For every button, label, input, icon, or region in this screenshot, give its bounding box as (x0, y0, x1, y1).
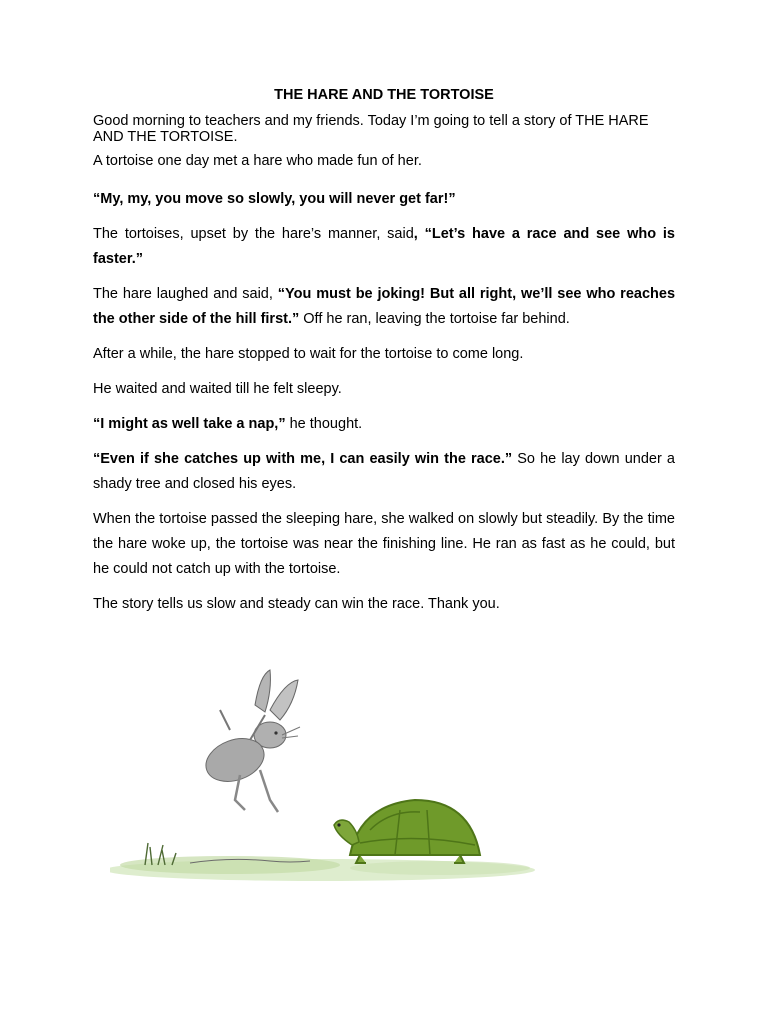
hare-reply-quote: “You must be joking! But all right, we’ll see who reaches the other side of the hill first.” (93, 286, 676, 327)
win-quote: “Even if she catches up with me, I can easily win the race.” (93, 451, 513, 467)
paragraph-9: When the tortoise passed the sleeping hare, she walked on slowly but steadily. By the time the hare woke up, the tortoise was near the finishing line. He ran as fast as he could, but he could not catch up with the tortoise. (93, 511, 675, 577)
nap-quote: “I might as well take a nap,” (93, 416, 286, 432)
paragraph-8 (93, 447, 675, 497)
paragraph-7 (93, 412, 675, 437)
paragraph-3 (93, 222, 675, 272)
paragraph-3-text: The tortoises, upset by the hare’s manner, said (93, 226, 414, 242)
paragraph-4 (93, 282, 675, 332)
paragraph-4-tail: Off he ran, leaving the tortoise far behind. (299, 311, 570, 327)
paragraph-10: The story tells us slow and steady can win the race. Thank you. (93, 596, 500, 612)
paragraph-7-tail: he thought. (285, 416, 363, 432)
hare-figure (200, 670, 300, 812)
paragraph-5: After a while, the hare stopped to wait for the tortoise to come long. (93, 346, 524, 362)
intro-paragraph: Good morning to teachers and my friends. Today I’m going to tell a story of THE HARE AND THE TORTOISE. (93, 113, 649, 145)
page-title: THE HARE AND THE TORTOISE (274, 87, 494, 103)
tortoise-quote: , “Let’s have a race and see who is faster.” (93, 226, 675, 267)
paragraph-1: A tortoise one day met a hare who made fun of her. (93, 153, 422, 169)
hare-quote: “My, my, you move so slowly, you will never get far!” (93, 191, 456, 207)
paragraph-6: He waited and waited till he felt sleepy. (93, 381, 342, 397)
document-body (93, 86, 675, 627)
paragraph-8-tail: So he lay down under a shady tree and closed his eyes. (93, 451, 675, 492)
hare-and-tortoise-illustration (110, 665, 540, 890)
paragraph-4-text: The hare laughed and said, (93, 286, 278, 302)
tortoise-figure (334, 800, 480, 863)
paragraph-2 (93, 187, 675, 212)
